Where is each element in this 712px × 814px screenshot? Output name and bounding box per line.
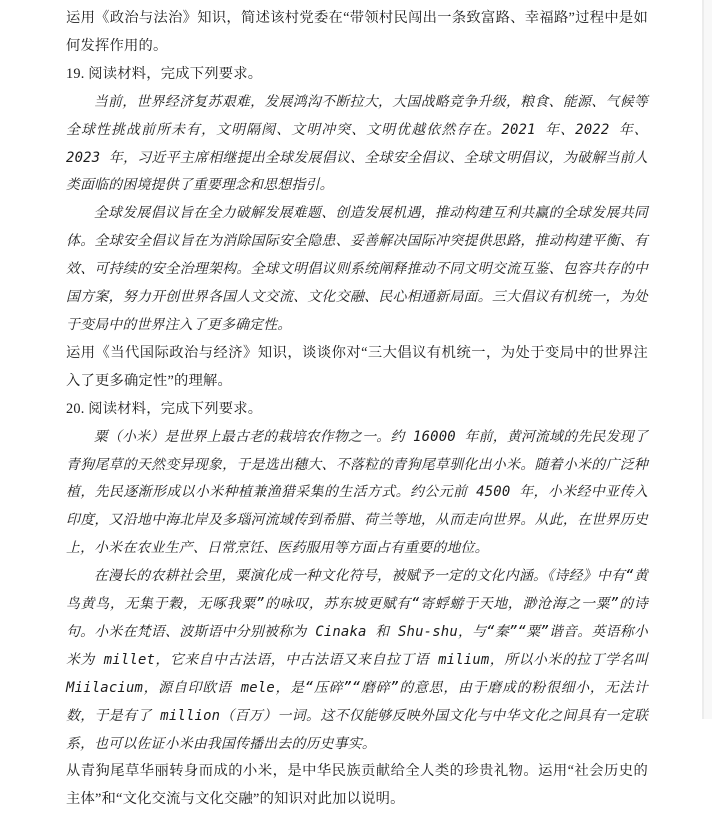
q20-material-para-2: 在漫长的农耕社会里，粟演化成一种文化符号，被赋予一定的文化内涵。《诗经》中有“黄鸟黄鸟，无集于穀，无啄我粟”的咏叹，苏东坡更赋有“寄蜉蝣于天地，渺沧海之一粟”的诗句。小米在梵语、波斯语中分别被称为 Cinaka 和 Shu-shu，与“秦”“粟”谐音。英语称小米为 millet，它来自中古法语，中古法语又来自拉丁语 milium，所以小米的拉丁学名叫 Miilacium，源自印欧语 mele，是“压碎”“磨碎”的意思，由于磨成的粉很细小，无法计数，于是有了 million（百万）一词。这不仅能够反映外国文化与中华文化之间具有一定联系，也可以佐证小米由我国传播出去的历史事实。 (66, 563, 648, 758)
document-body (66, 5, 648, 814)
q20-header: 20. 阅读材料，完成下列要求。 (66, 396, 648, 424)
q20-material-para-1: 粟（小米）是世界上最古老的栽培农作物之一。约 16000 年前，黄河流域的先民发现了青狗尾草的天然变异现象，于是选出穗大、不落粒的青狗尾草驯化出小米。随着小米的广泛种植，先民逐渐形成以小米种植兼渔猎采集的生活方式。约公元前 4500 年，小米经中亚传入印度，又沿地中海北岸及多瑙河流域传到希腊、荷兰等地，从而走向世界。从此，在世界历史上，小米在农业生产、日常烹饪、医药服用等方面占有重要的地位。 (66, 424, 648, 564)
q18-task-instruction: 运用《政治与法治》知识，简述该村党委在“带领村民闯出一条致富路、幸福路”过程中是如何发挥作用的。 (66, 5, 648, 61)
page-right-edge (702, 0, 712, 719)
q20-task-instruction: 从青狗尾草华丽转身而成的小米，是中华民族贡献给全人类的珍贵礼物。运用“社会历史的主体”和“文化交流与文化交融”的知识对此加以说明。 (66, 758, 648, 814)
q19-header: 19. 阅读材料，完成下列要求。 (66, 61, 648, 89)
q19-material-para-1: 当前，世界经济复苏艰难，发展鸿沟不断拉大，大国战略竞争升级，粮食、能源、气候等全球性挑战前所未有，文明隔阂、文明冲突、文明优越依然存在。2021 年、2022 年、2023 年，习近平主席相继提出全球发展倡议、全球安全倡议、全球文明倡议，为破解当前人类面临的困境提供了重要理念和思想指引。 (66, 89, 648, 201)
q19-material-para-2: 全球发展倡议旨在全力破解发展难题、创造发展机遇，推动构建互利共赢的全球发展共同体。全球安全倡议旨在为消除国际安全隐患、妥善解决国际冲突提供思路，推动构建平衡、有效、可持续的安全治理架构。全球文明倡议则系统阐释推动不同文明交流互鉴、包容共存的中国方案，努力开创世界各国人文交流、文化交融、民心相通新局面。三大倡议有机统一，为处于变局中的世界注入了更多确定性。 (66, 200, 648, 340)
q19-task-instruction: 运用《当代国际政治与经济》知识，谈谈你对“三大倡议有机统一，为处于变局中的世界注入了更多确定性”的理解。 (66, 340, 648, 396)
